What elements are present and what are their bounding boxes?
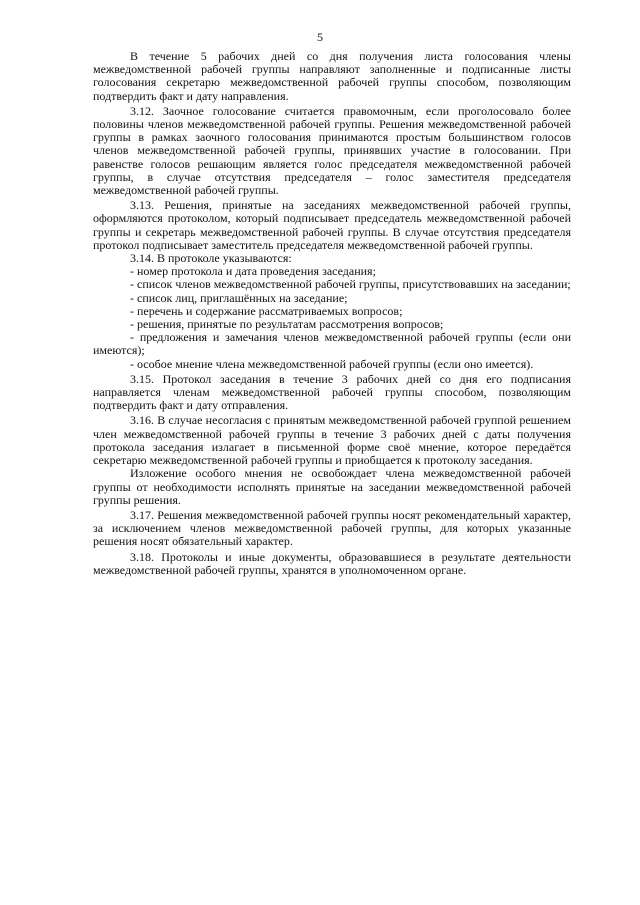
document-body: [93, 50, 571, 577]
paragraph-3-13: 3.13. Решения, принятые на заседаниях межведомственной рабочей группы, оформляются протоколом, который подписывает председатель межведомственной рабочей группы и секретарь межведомственной рабочей группы. В случае отсутствия председателя протокол подписывает заместитель председателя межведомственной рабочей группы.: [93, 198, 571, 252]
paragraph-3-18: 3.18. Протоколы и иные документы, образовавшиеся в результате деятельности межведомственной рабочей группы, хранятся в уполномоченном органе.: [93, 549, 571, 577]
page-number: 5: [317, 30, 323, 44]
list-item-invited-persons: - список лиц, приглашённых на заседание;: [130, 290, 348, 305]
list-item-agenda-issues: - перечень и содержание рассматриваемых вопросов;: [130, 303, 403, 318]
paragraph-3-14: 3.14. В протоколе указываются:: [130, 251, 292, 266]
list-item-protocol-number: - номер протокола и дата проведения заседания;: [130, 264, 376, 279]
list-item-dissenting-opinion: - особое мнение члена межведомственной рабочей группы (если оно имеется).: [130, 356, 534, 371]
list-item-proposals: - предложения и замечания членов межведомственной рабочей группы (если они имеются);: [93, 330, 571, 358]
paragraph-voting-deadline: В течение 5 рабочих дней со дня получения листа голосования члены межведомственной рабочей группы направляют заполненные и подписанные листы голосования секретарю межведомственной рабочей группы способом, позволяющим подтвердить факт и дату направления.: [93, 49, 571, 103]
paragraph-dissent-obligation: Изложение особого мнения не освобождает члена межведомственной рабочей группы от необходимости исполнять принятые на заседании межведомственной рабочей группы решения.: [93, 466, 571, 507]
paragraph-3-17: 3.17. Решения межведомственной рабочей группы носят рекомендательный характер, за исключением членов межведомственной рабочей группы, для которых указанные решения носят обязательный характер.: [93, 507, 571, 549]
list-item-members-present: - список членов межведомственной рабочей группы, присутствовавших на заседании;: [130, 277, 571, 292]
paragraph-3-15: 3.15. Протокол заседания в течение 3 рабочих дней со дня его подписания направляется членам межведомственной рабочей группы способом, позволяющим подтвердить факт и дату отправления.: [93, 371, 571, 413]
paragraph-3-12: 3.12. Заочное голосование считается правомочным, если проголосовало более половины членов межведомственной рабочей группы. Решения межведомственной рабочей группы в рамках заочного голосования принимаются простым большинством голосов членов межведомственной рабочей группы, принявших участие в голосовании. При равенстве голосов решающим является голос председателя межведомственной рабочей группы, в случае отсутствия председателя – голос заместителя председателя межведомственной рабочей группы.: [93, 103, 571, 198]
list-item-decisions: - решения, принятые по результатам рассмотрения вопросов;: [130, 317, 444, 332]
paragraph-3-16: 3.16. В случае несогласия с принятым межведомственной рабочей группой решением член межведомственной рабочей группы в течение 3 рабочих дней с даты получения протокола заседания излагает в письменной форме своё мнение, которое передаётся секретарю межведомственной рабочей группы и приобщается к протоколу заседания.: [93, 413, 571, 468]
